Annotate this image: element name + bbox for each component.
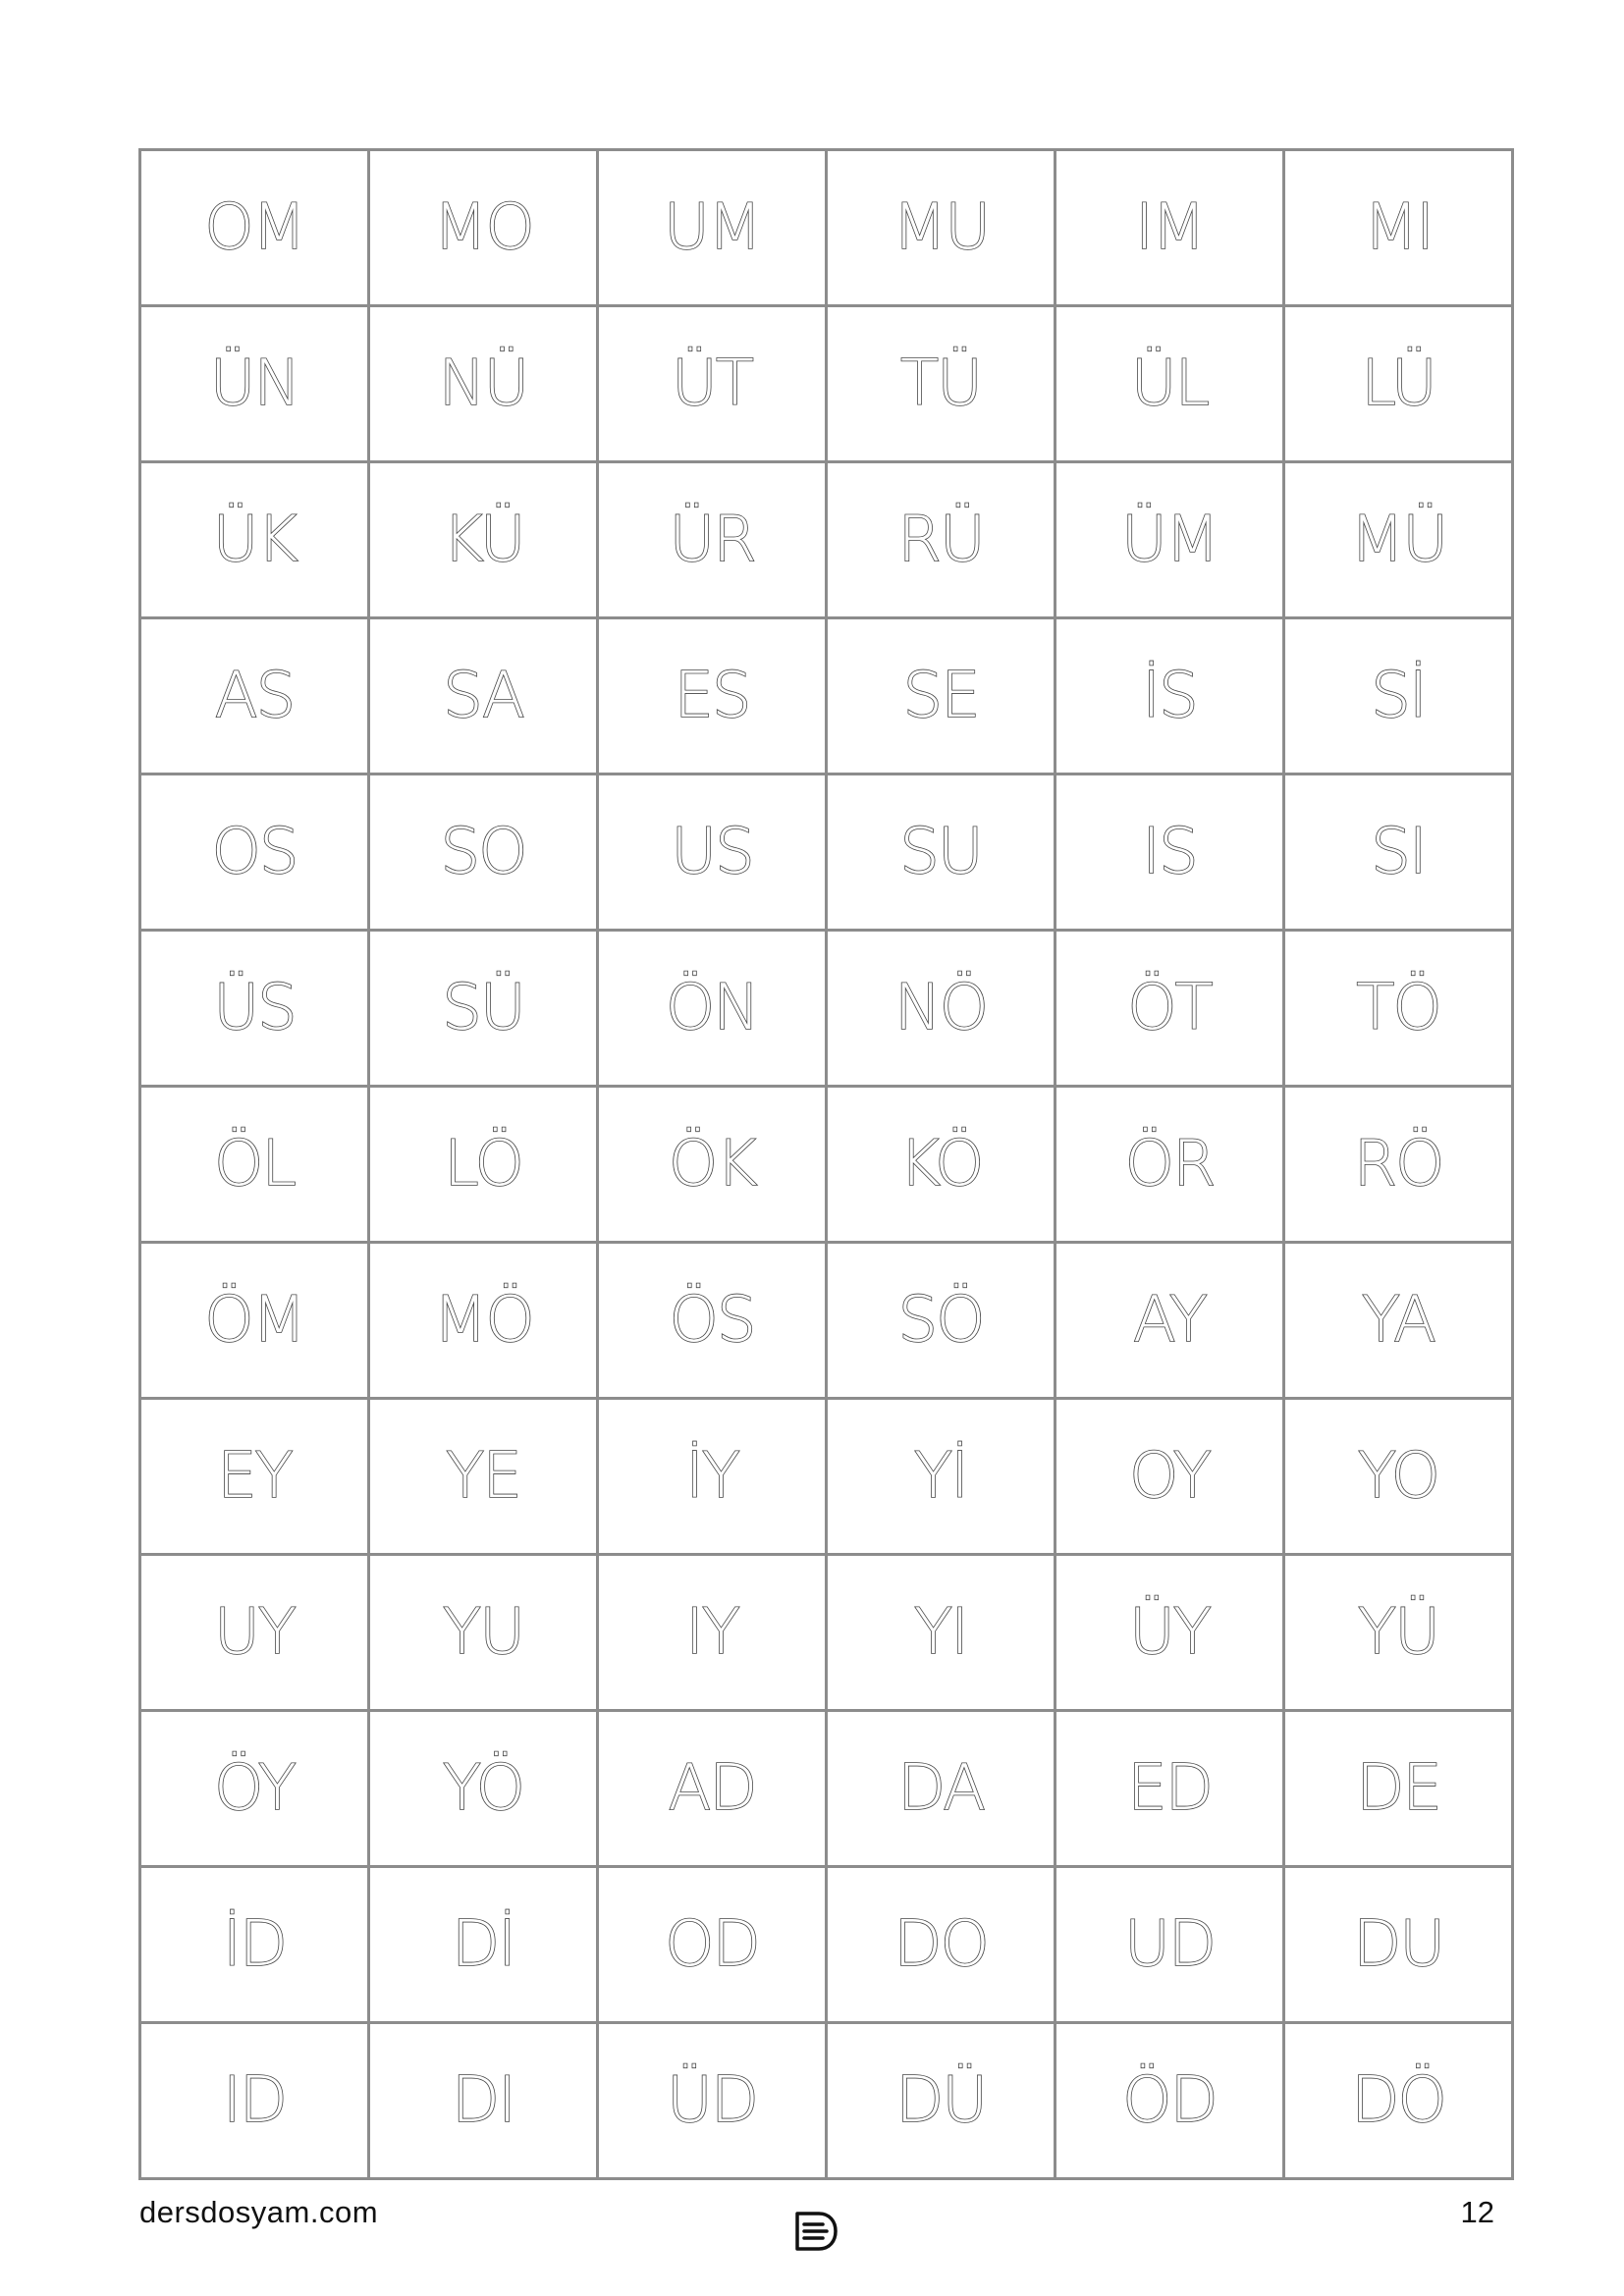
- tracing-syllable: ÖL: [213, 1128, 296, 1201]
- tracing-syllable: ÖM: [204, 1284, 304, 1357]
- tracing-syllable: ÖN: [665, 972, 759, 1044]
- grid-cell: [827, 1555, 1056, 1711]
- grid-cell: [1056, 306, 1284, 462]
- grid-row: [140, 618, 1513, 774]
- grid-cell: [598, 618, 827, 774]
- tracing-syllable: ÜT: [672, 347, 752, 420]
- grid-body: [140, 150, 1513, 2179]
- tracing-syllable: ÜD: [666, 2064, 758, 2137]
- tracing-syllable: YA: [1362, 1284, 1435, 1357]
- tracing-syllable: YÖ: [443, 1752, 523, 1825]
- tracing-syllable: LÜ: [1361, 347, 1435, 420]
- tracing-syllable: MI: [1363, 191, 1434, 264]
- tracing-syllable: AD: [668, 1752, 756, 1825]
- grid-cell: [1284, 1555, 1513, 1711]
- tracing-syllable: DA: [897, 1752, 984, 1825]
- tracing-syllable: NÜ: [438, 347, 528, 420]
- grid-row: [140, 1243, 1513, 1399]
- grid-cell: [827, 1867, 1056, 2023]
- grid-cell: [369, 774, 598, 931]
- grid-row: [140, 931, 1513, 1087]
- tracing-syllable: YE: [446, 1440, 520, 1513]
- tracing-syllable: SÜ: [442, 972, 524, 1044]
- tracing-syllable: Sİ: [1371, 660, 1426, 732]
- tracing-syllable: DÖ: [1351, 2064, 1445, 2137]
- grid-cell: [598, 306, 827, 462]
- tracing-syllable: OM: [204, 191, 304, 264]
- grid-cell: [598, 462, 827, 618]
- grid-cell: [1056, 1087, 1284, 1243]
- tracing-syllable: NÖ: [893, 972, 988, 1044]
- grid-cell: [1056, 774, 1284, 931]
- grid-cell: [827, 150, 1056, 306]
- grid-cell: [369, 1243, 598, 1399]
- tracing-syllable: Dİ: [451, 1908, 515, 1981]
- grid-cell: [1056, 1711, 1284, 1867]
- tracing-syllable: ES: [674, 660, 750, 732]
- footer-site-name: dersdosyam.com: [139, 2195, 379, 2229]
- grid-cell: [1056, 618, 1284, 774]
- grid-cell: [1056, 1555, 1284, 1711]
- grid-cell: [140, 931, 369, 1087]
- tracing-syllable: SA: [443, 660, 523, 732]
- grid-row: [140, 1399, 1513, 1555]
- grid-cell: [1284, 1087, 1513, 1243]
- tracing-syllable: TÖ: [1356, 972, 1440, 1044]
- grid-cell: [1056, 150, 1284, 306]
- tracing-syllable: KÜ: [442, 504, 524, 576]
- tracing-syllable: YI: [914, 1596, 967, 1669]
- grid-cell: [140, 306, 369, 462]
- grid-row: [140, 2023, 1513, 2179]
- grid-cell: [1056, 1243, 1284, 1399]
- grid-cell: [1284, 150, 1513, 306]
- tracing-syllable: ÖK: [668, 1128, 756, 1201]
- tracing-syllable: SÖ: [897, 1284, 984, 1357]
- grid-cell: [369, 1711, 598, 1867]
- grid-cell: [1284, 2023, 1513, 2179]
- grid-cell: [369, 1399, 598, 1555]
- page-number: 12: [1460, 2195, 1494, 2229]
- tracing-syllable: YO: [1358, 1440, 1438, 1513]
- tracing-syllable: ÜY: [1129, 1596, 1210, 1669]
- tracing-syllable: ID: [222, 2064, 287, 2137]
- tracing-syllable: US: [671, 816, 753, 888]
- tracing-syllable: ÖT: [1127, 972, 1212, 1044]
- grid-cell: [369, 306, 598, 462]
- grid-cell: [140, 618, 369, 774]
- grid-cell: [1284, 774, 1513, 931]
- grid-cell: [140, 774, 369, 931]
- grid-cell: [140, 1555, 369, 1711]
- grid-cell: [369, 2023, 598, 2179]
- grid-row: [140, 1087, 1513, 1243]
- tracing-syllable: ÖR: [1124, 1128, 1215, 1201]
- syllable-tracing-grid: [138, 148, 1514, 2180]
- tracing-syllable: İS: [1142, 660, 1197, 732]
- tracing-syllable: AS: [214, 660, 295, 732]
- tracing-syllable: OD: [665, 1908, 759, 1981]
- tracing-syllable: UM: [663, 191, 761, 264]
- tracing-syllable: YÜ: [1358, 1596, 1438, 1669]
- grid-cell: [140, 1711, 369, 1867]
- grid-cell: [1284, 618, 1513, 774]
- grid-cell: [598, 774, 827, 931]
- tracing-syllable: DE: [1356, 1752, 1440, 1825]
- grid-cell: [369, 1087, 598, 1243]
- grid-cell: [140, 1243, 369, 1399]
- grid-cell: [1056, 2023, 1284, 2179]
- grid-cell: [598, 931, 827, 1087]
- tracing-syllable: AY: [1133, 1284, 1206, 1357]
- grid-cell: [598, 1867, 827, 2023]
- tracing-syllable: UD: [1123, 1908, 1216, 1981]
- grid-cell: [598, 150, 827, 306]
- tracing-syllable: YU: [443, 1596, 523, 1669]
- grid-cell: [140, 1087, 369, 1243]
- grid-cell: [1284, 1867, 1513, 2023]
- grid-cell: [369, 1867, 598, 2023]
- tracing-syllable: IM: [1134, 191, 1205, 264]
- grid-cell: [369, 931, 598, 1087]
- grid-row: [140, 1555, 1513, 1711]
- grid-cell: [827, 306, 1056, 462]
- grid-row: [140, 1711, 1513, 1867]
- tracing-syllable: DU: [1352, 1908, 1444, 1981]
- tracing-syllable: SO: [440, 816, 526, 888]
- grid-cell: [140, 1867, 369, 2023]
- tracing-syllable: TÜ: [900, 347, 981, 420]
- tracing-syllable: ÖS: [669, 1284, 755, 1357]
- grid-cell: [1284, 1243, 1513, 1399]
- tracing-syllable: ÜK: [212, 504, 297, 576]
- tracing-syllable: RÖ: [1353, 1128, 1443, 1201]
- tracing-syllable: ED: [1127, 1752, 1212, 1825]
- tracing-syllable: İY: [685, 1440, 738, 1513]
- tracing-syllable: MO: [433, 191, 533, 264]
- grid-row: [140, 462, 1513, 618]
- document-logo-icon: [793, 2211, 839, 2252]
- grid-cell: [1284, 462, 1513, 618]
- grid-cell: [1056, 1399, 1284, 1555]
- tracing-syllable: MÜ: [1349, 504, 1447, 576]
- tracing-syllable: UY: [214, 1596, 295, 1669]
- tracing-syllable: ÜN: [209, 347, 299, 420]
- grid-row: [140, 1867, 1513, 2023]
- tracing-syllable: LÖ: [444, 1128, 522, 1201]
- tracing-syllable: İD: [222, 1908, 287, 1981]
- grid-cell: [598, 1243, 827, 1399]
- tracing-syllable: ÜS: [213, 972, 296, 1044]
- tracing-syllable: MÖ: [433, 1284, 533, 1357]
- tracing-syllable: KÖ: [898, 1128, 983, 1201]
- tracing-syllable: SI: [1371, 816, 1426, 888]
- grid-cell: [369, 462, 598, 618]
- grid-cell: [369, 618, 598, 774]
- grid-row: [140, 774, 1513, 931]
- grid-cell: [827, 618, 1056, 774]
- tracing-syllable: ÖY: [214, 1752, 295, 1825]
- tracing-syllable: DI: [451, 2064, 515, 2137]
- grid-cell: [1284, 306, 1513, 462]
- tracing-syllable: Yİ: [914, 1440, 967, 1513]
- grid-cell: [598, 1399, 827, 1555]
- grid-cell: [827, 1243, 1056, 1399]
- grid-cell: [598, 1087, 827, 1243]
- grid-cell: [1284, 931, 1513, 1087]
- grid-cell: [140, 150, 369, 306]
- grid-cell: [827, 774, 1056, 931]
- grid-cell: [1056, 931, 1284, 1087]
- grid-cell: [598, 1711, 827, 1867]
- grid-cell: [598, 2023, 827, 2179]
- tracing-syllable: EY: [217, 1440, 292, 1513]
- tracing-syllable: OY: [1129, 1440, 1210, 1513]
- tracing-syllable: RÜ: [897, 504, 984, 576]
- tracing-syllable: ÜL: [1130, 347, 1209, 420]
- tracing-syllable: DO: [893, 1908, 988, 1981]
- grid-cell: [140, 1399, 369, 1555]
- grid-row: [140, 306, 1513, 462]
- grid-row: [140, 150, 1513, 306]
- tracing-syllable: IY: [685, 1596, 738, 1669]
- grid-cell: [1056, 1867, 1284, 2023]
- grid-cell: [827, 1087, 1056, 1243]
- grid-cell: [827, 1711, 1056, 1867]
- tracing-syllable: IS: [1142, 816, 1197, 888]
- grid-cell: [827, 2023, 1056, 2179]
- grid-cell: [827, 931, 1056, 1087]
- grid-cell: [827, 1399, 1056, 1555]
- grid-cell: [1284, 1711, 1513, 1867]
- grid-cell: [140, 2023, 369, 2179]
- grid-cell: [369, 150, 598, 306]
- tracing-syllable: ÜR: [669, 504, 755, 576]
- grid-cell: [369, 1555, 598, 1711]
- grid-cell: [1056, 462, 1284, 618]
- tracing-syllable: SE: [902, 660, 979, 732]
- grid-cell: [1284, 1399, 1513, 1555]
- tracing-syllable: DÜ: [894, 2064, 987, 2137]
- grid-cell: [827, 462, 1056, 618]
- tracing-syllable: SU: [899, 816, 982, 888]
- tracing-syllable: ÜM: [1120, 504, 1218, 576]
- tracing-syllable: MU: [892, 191, 990, 264]
- tracing-syllable: ÖD: [1122, 2064, 1217, 2137]
- grid-cell: [598, 1555, 827, 1711]
- tracing-syllable: OS: [211, 816, 298, 888]
- grid-cell: [140, 462, 369, 618]
